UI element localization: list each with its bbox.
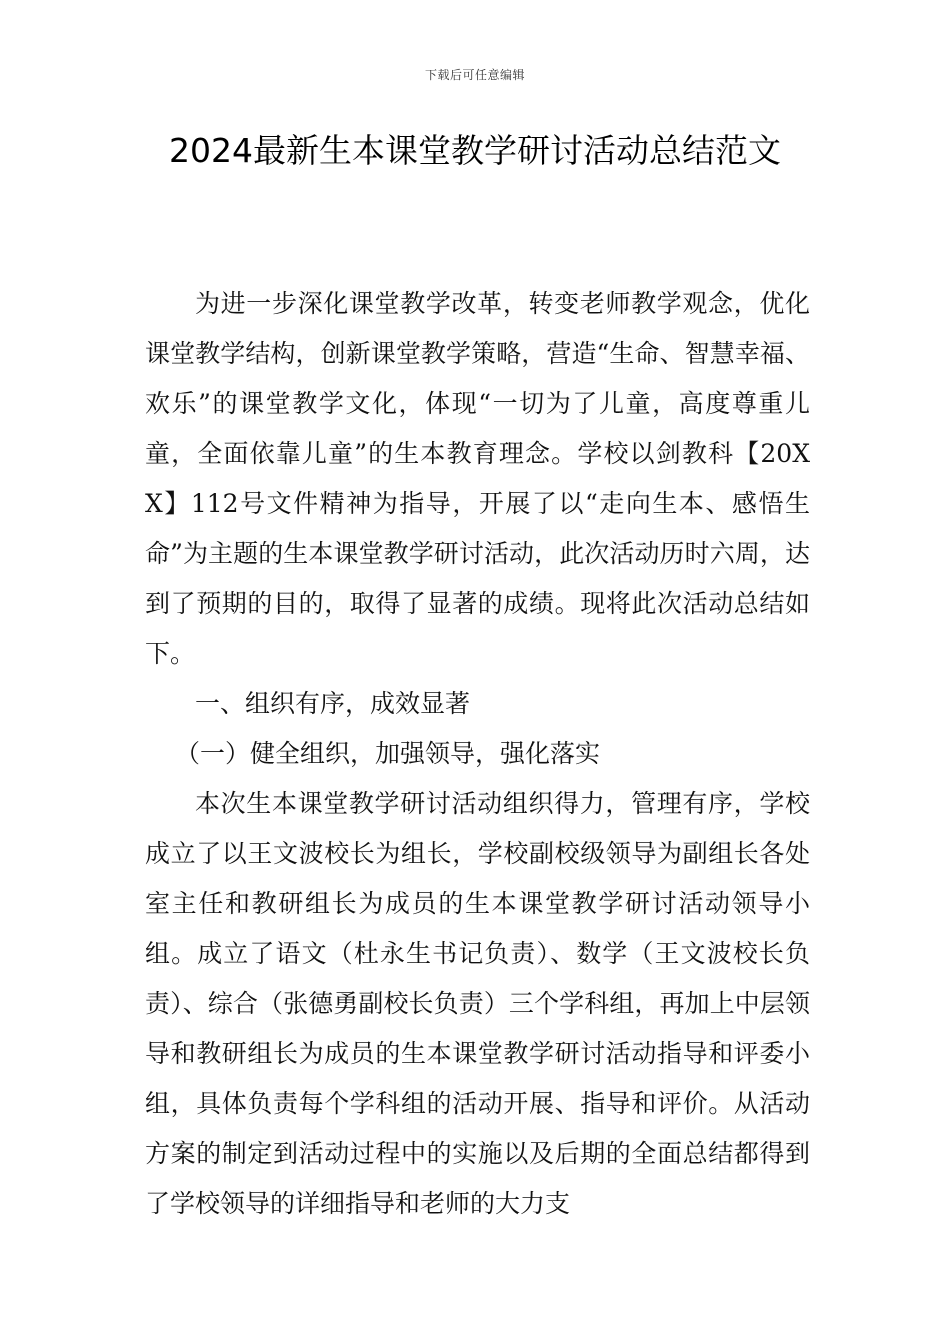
section-heading-1: 一、组织有序，成效显著 bbox=[195, 689, 471, 718]
document-title: 2024最新生本课堂教学研讨活动总结范文 bbox=[169, 131, 781, 170]
subsection-heading-1: （一）健全组织，加强领导，强化落实 bbox=[175, 739, 601, 768]
header-note: 下载后可任意编辑 bbox=[424, 68, 525, 82]
document-body bbox=[145, 279, 810, 1229]
paragraph-organization: 本次生本课堂教学研讨活动组织得力，管理有序，学校成立了以王文波校长为组长，学校副校级领导为副组长各处室主任和教研组长为成员的生本课堂教学研讨活动领导小组。成立了语文（杜永生书记负责）、数学（王文波校长负责）、综合（张德勇副校长负责）三个学科组，再加上中层领导和教研组长为成员的生本课堂教学研讨活动指导和评委小组，具体负责每个学科组的活动开展、指导和评价。从活动方案的制定到活动过程中的实施以及后期的全面总结都得到了学校领导的详细指导和老师的大力支 bbox=[145, 789, 810, 1218]
paragraph-intro: 为进一步深化课堂教学改革，转变老师教学观念，优化课堂教学结构，创新课堂教学策略，营造“生命、智慧幸福、欢乐”的课堂教学文化，体现“一切为了儿童，高度尊重儿童，全面依靠儿童”的生本教育理念。学校以剑教科【20XX】112号文件精神为指导，开展了以“走向生本、感悟生命”为主题的生本课堂教学研讨活动，此次活动历时六周，达到了预期的目的，取得了显著的成绩。现将此次活动总结如下。 bbox=[145, 289, 810, 668]
